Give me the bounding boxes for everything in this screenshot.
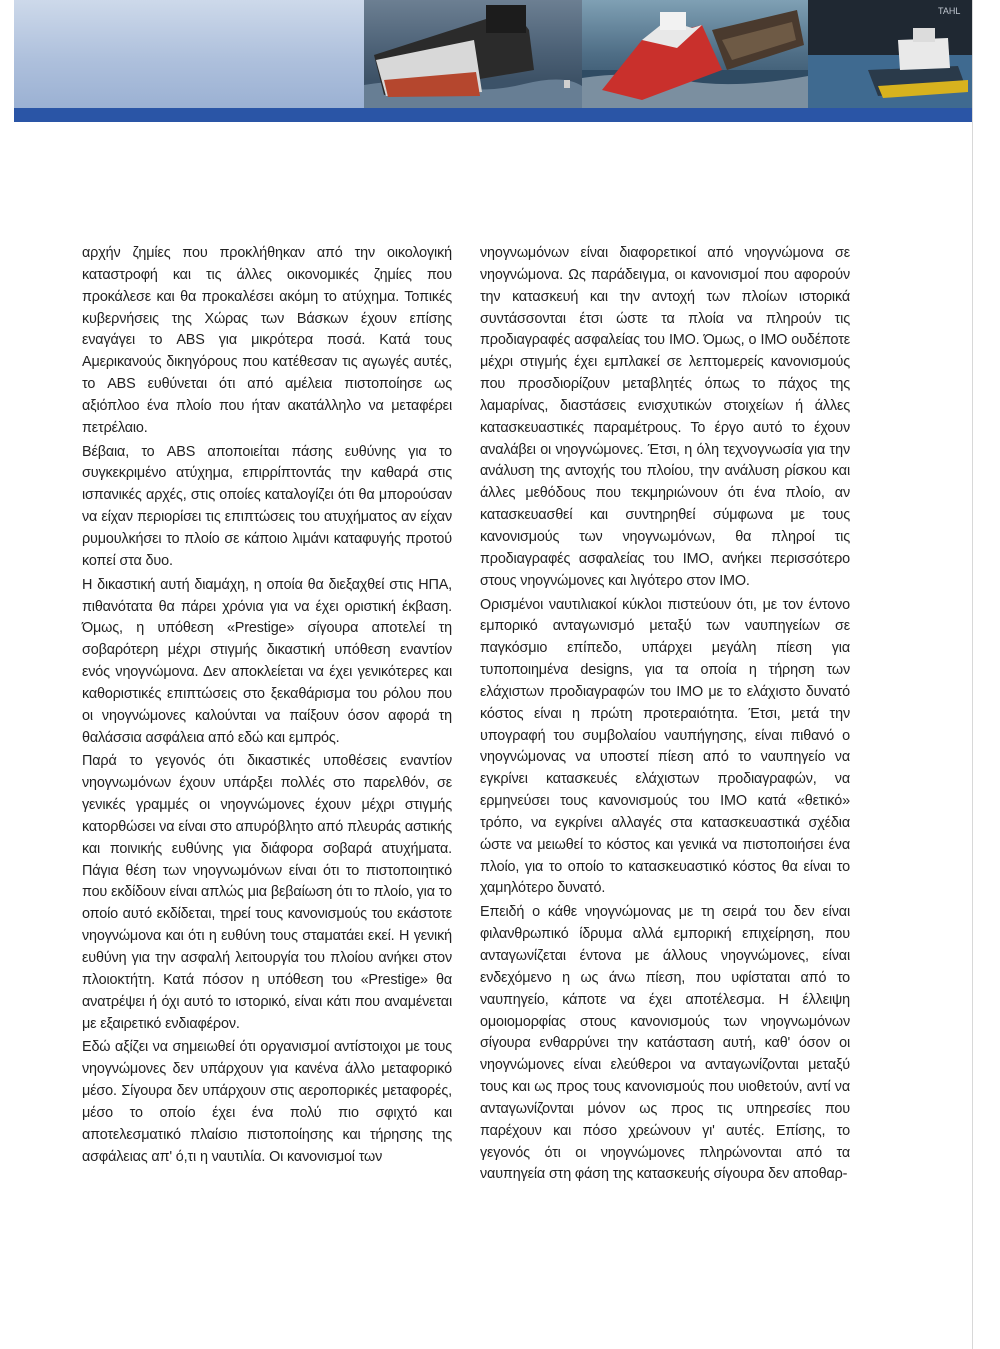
sinking-tanker-illustration xyxy=(364,0,582,108)
paragraph: Παρά το γεγονός ότι δικαστικές υποθέσεις εναντίον νηογνωμόνων έχουν υπάρξει πολλές στο παρελθόν, σε γενικές γραμμές οι νηογνώμονες έχουν μέχρι στιγμής κατορθώσει να είναι στο απυρόβλητο από πλευράς αστικής και ποινικής ευθύνης για διάφορα σοβαρά ατυχήματα. Πάγια θέση των νηογνωμόνων είναι ότι το πιστοποιητικό που εκδίδουν είναι απλώς μια βεβαίωση ότι το πλοίο, για το οποίο αυτό εκδίδεται, τηρεί τους κανονισμούς του εκάστοτε νηογνώμονα και ότι η ευθύνη τους σταματάει εκεί. Η γενική ευθύνη για την ασφαλή λειτουργία του πλοίου ανήκει στον πλοιοκτήτη. Κατά πόσον η υπόθεση του «Prestige» θα ανατρέψει ή όχι αυτό το ιστορικό, είναι κάτι που αναμένεται με εξαιρετικό ενδιαφέρον. xyxy=(82,753,452,1032)
banner-accent-bar xyxy=(14,108,972,122)
tugboat-photo xyxy=(808,0,972,108)
paragraph: Επειδή ο κάθε νηογνώμονας με τη σειρά του δεν είναι φιλανθρωπικό ίδρυμα αλλά εμπορική επιχείρηση, που ανταγωνίζεται έντονα με άλλους νηογνώμονες, είναι ενδεχόμενο η ως άνω πίεση, που υφίσταται από το ναυπηγείο, κάποτε να έχει αποτέλεσμα. Η έλλειψη ομοιομορφίας στους κανονισμούς των νηογνωμόνων σίγουρα ενθαρρύνει την κατάσταση αυτή, καθ' όσον οι νηογνώμονες είναι ελεύθεροι να ανταγωνίζονται μεταξύ τους και ως προς τους κανονισμούς που υιοθετούν, αντί να ανταγωνίζονται μόνον ως προς τις υπηρεσίες που παρέχουν και πόσο χρεώνουν γι' αυτές. Επίσης, το γεγονός ότι οι νηογνώμονες πληρώνονται από τα ναυπηγεία στη φάση της κατασκευής σίγουρα δεν αποθαρ- xyxy=(480,904,850,1183)
paragraph: αρχήν ζημίες που προκλήθηκαν από την οικολογική καταστροφή και τις άλλες οικονομικές ζημίες που προκάλεσε και θα προκαλέσει ακόμη το ατύχημα. Τοπικές κυβερνήσεις της Χώρας των Βάσκων έχουν επίσης εναγάγει το ABS για μικρότερα ποσά. Κατά τους Αμερικανούς δικηγόρους που κατέθεσαν τις αγωγές αυτές, το ABS ευθύνεται ότι από αμέλεια πιστοποίησε ως αξιόπλοο ένα πλοίο που ήταν ακατάλληλο να μεταφέρει πετρέλαιο. xyxy=(82,245,452,436)
paragraph: Η δικαστική αυτή διαμάχη, η οποία θα διεξαχθεί στις ΗΠΑ, πιθανότατα θα πάρει χρόνια για να έχει οριστική έκβαση. Όμως, η υπόθεση «Prestige» σίγουρα αποτελεί τη σοβαρότερη μέχρι στιγμής δικαστική υπόθεση εναντίον ενός νηογνώμονα. Δεν αποκλείεται να έχει γενικότερες και καθοριστικές επιπτώσεις στο ξεκαθάρισμα του ρόλου που οι νηογνώμονες καλούνται να παίξουν όσον αφορά τη θαλάσσια ασφάλεια από εδώ και εμπρός. xyxy=(82,576,452,746)
paragraph: νηογνωμόνων είναι διαφορετικοί από νηογνώμονα σε νηογνώμονα. Ως παράδειγμα, οι κανονισμοί που αφορούν την κατασκευή και την αντοχή των πλοίων ιστορικά συντάσσονται έτσι ώστε τα πλοία να πληρούν τις προδιαγραφές ασφαλείας του IMO. Όμως, ο IMO ουδέποτε μέχρι στιγμής έχει εμπλακεί σε λεπτομερείς κανονισμούς που προσδιορίζουν μεταβλητές όπως το πάχος της λαμαρίνας, διαστάσεις ενισχυτικών στοιχείων ή άλλες κατασκευαστικές παραμέτρους. Το έργο αυτό το έχουν αναλάβει οι νηογνώμονες. Έτσι, η όλη τεχνογνωσία για την ανάλυση της αντοχής του πλοίου, την ανάλυση ρίσκου και άλλες μεθόδους που τεκμηριώνουν ότι ένα πλοίο, αν κατασκευασθεί και συντηρηθεί σύμφωνα με τους κανονισμούς των νηογνωμόνων, θα πληροί τις προδιαγραφές ασφαλείας του IMO, ανήκει περισσότερο στους νηογνώμονες και λιγότερο στον IMO. xyxy=(480,245,850,589)
left-text-column xyxy=(82,243,452,1170)
paragraph: Εδώ αξίζει να σημειωθεί ότι οργανισμοί αντίστοιχοι με τους νηογνώμονες δεν υπάρχουν για κανένα άλλο μεταφορικό μέσο. Σίγουρα δεν υπάρχουν στις αεροπορικές μεταφορές, μέσο το οποίο έχει ένα πολύ πιο σφιχτό και αποτελεσματικό πλαίσιο πιστοποίησης και τήρησης της ασφάλειας απ' ό,τι η ναυτιλία. Οι κανονισμοί των xyxy=(82,1039,452,1165)
paragraph: Βέβαια, το ABS αποποιείται πάσης ευθύνης για το συγκεκριμένο ατύχημα, επιρρίπτοντάς την καθαρά στις ισπανικές αρχές, στις οποίες καταλογίζει ότι θα μπορούσαν να είχαν περιορίσει τις επιπτώσεις του ατυχήματος αν είχαν ρυμουλκήσει το πλοίο σε κάποιο λιμάνι καταφυγής προτού κοπεί στα δυο. xyxy=(82,443,452,569)
right-text-column xyxy=(480,243,850,1188)
banner-gradient-panel xyxy=(14,0,364,108)
broken-cargo-ship-photo xyxy=(582,0,808,108)
ship-lettering: TAHL xyxy=(938,6,961,16)
broken-cargo-ship-illustration xyxy=(582,0,808,108)
sinking-tanker-photo xyxy=(364,0,582,108)
page-edge-line xyxy=(972,0,973,1349)
paragraph: Ορισμένοι ναυτιλιακοί κύκλοι πιστεύουν ότι, με τον έντονο εμπορικό ανταγωνισμό μεταξύ των ναυπηγείων σε παγκόσμιο επίπεδο, υπάρχει μεγάλη πίεση για τυποποιημένα designs, για τα οποία η τήρηση των ελάχιστων προδιαγραφών του IMO με το ελάχιστο δυνατό κόστος είναι η πρώτη προτεραιότητα. Έτσι, μετά την υπογραφή του συμβολαίου ναυπήγησης, είναι πιθανό ο νηογνώμονας να υποστεί πίεση από το ναυπηγείο να εγκρίνει κατασκευές ελάχιστων προδιαγραφών, να ερμηνεύσει τους κανονισμούς του IMO κατά «θετικό» τρόπο, να εγκρίνει αλλαγές στα κατασκευαστικά σχέδια ώστε να μειωθεί το κόστος και γενικά να πιστοποιήσει ένα πλοίο, για το οποίο το κατασκευαστικό κόστος θα είναι το χαμηλότερο δυνατό. xyxy=(480,596,850,897)
header-banner xyxy=(14,0,972,122)
tugboat-illustration xyxy=(808,0,972,108)
